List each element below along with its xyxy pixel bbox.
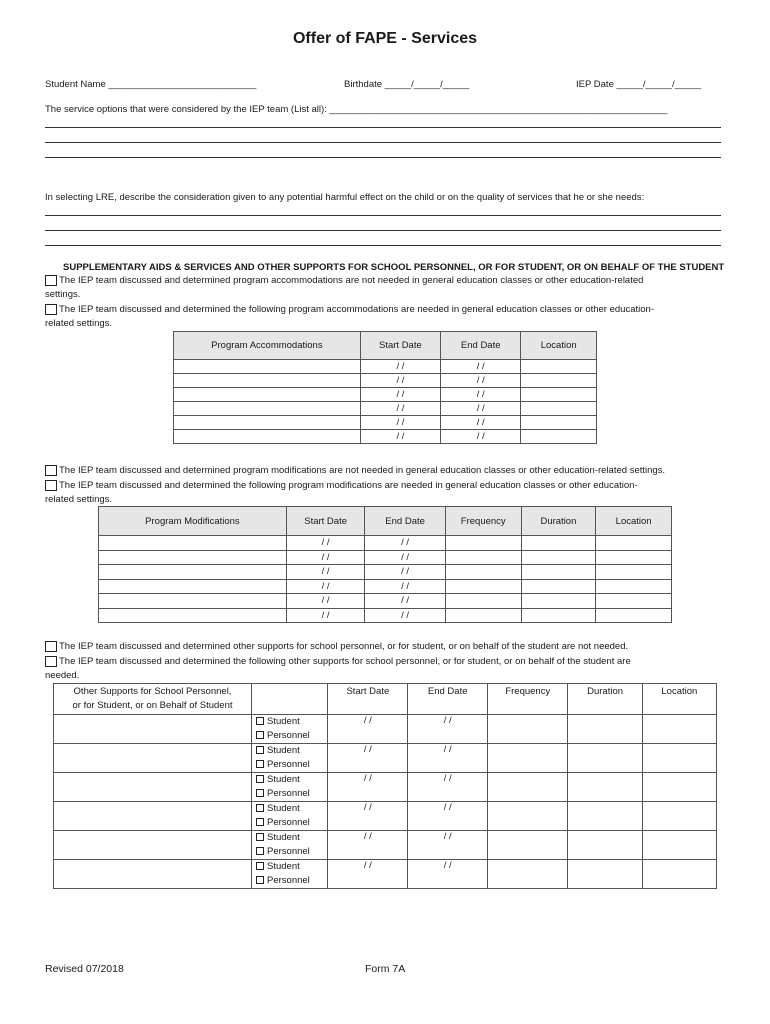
location-cell[interactable]	[521, 360, 597, 374]
frequency-cell[interactable]	[445, 579, 521, 594]
col-frequency: Frequency	[488, 684, 568, 715]
accommodation-cell[interactable]	[174, 388, 361, 402]
table-row	[99, 594, 672, 609]
duration-cell[interactable]	[521, 536, 596, 551]
table-row	[54, 715, 717, 744]
student-checkbox[interactable]	[256, 833, 264, 841]
table-row	[54, 744, 717, 773]
form-number: Form 7A	[365, 963, 406, 975]
end-date-cell[interactable]: / /	[365, 565, 445, 580]
student-checkbox[interactable]	[256, 862, 264, 870]
end-date-cell[interactable]: / /	[365, 579, 445, 594]
end-date-cell[interactable]: / /	[365, 608, 445, 623]
location-cell[interactable]	[521, 374, 597, 388]
table-header-row	[54, 684, 717, 715]
accommodation-cell[interactable]	[174, 374, 361, 388]
service-options-line-1[interactable]	[45, 127, 721, 128]
option-text: The IEP team discussed and determined program accommodations are not needed in general education classes or other education-related	[59, 275, 644, 286]
end-date-cell[interactable]: / /	[408, 802, 488, 831]
recipient-cell	[252, 831, 328, 860]
student-label: Student	[267, 774, 300, 785]
end-date-cell[interactable]: / /	[408, 744, 488, 773]
col-location: Location	[642, 684, 716, 715]
start-date-cell[interactable]: / /	[360, 360, 440, 374]
end-date-cell[interactable]: / /	[441, 388, 521, 402]
col-other-supports	[54, 684, 252, 715]
student-label: Student	[267, 745, 300, 756]
personnel-checkbox[interactable]	[256, 789, 264, 797]
frequency-cell[interactable]	[445, 536, 521, 551]
start-date-cell[interactable]: / /	[360, 416, 440, 430]
option-text: The IEP team discussed and determined the following other supports for school personnel, or for student, or on behalf of the student are	[59, 656, 631, 667]
location-cell[interactable]	[521, 402, 597, 416]
duration-cell[interactable]	[521, 594, 596, 609]
table-row	[174, 416, 597, 430]
frequency-cell[interactable]	[445, 594, 521, 609]
duration-cell[interactable]	[568, 860, 642, 889]
end-date-cell[interactable]: / /	[365, 536, 445, 551]
start-date-cell[interactable]: / /	[286, 594, 365, 609]
page-title: Offer of FAPE - Services	[292, 30, 478, 47]
table-row	[99, 550, 672, 565]
modification-cell[interactable]	[99, 579, 287, 594]
option-text: The IEP team discussed and determined other supports for school personnel, or for student, or on behalf of the student are not needed.	[59, 641, 629, 652]
option-text-cont: settings.	[45, 289, 81, 300]
duration-cell[interactable]	[521, 565, 596, 580]
lre-line-2[interactable]	[45, 230, 721, 231]
birthdate-field[interactable]: Birthdate _____/_____/_____	[344, 79, 470, 90]
modification-cell[interactable]	[99, 565, 287, 580]
col-start-date: Start Date	[286, 507, 365, 536]
student-checkbox[interactable]	[256, 775, 264, 783]
duration-cell[interactable]	[521, 579, 596, 594]
frequency-cell[interactable]	[488, 860, 568, 889]
location-cell[interactable]	[521, 388, 597, 402]
location-cell[interactable]	[596, 565, 672, 580]
support-cell[interactable]	[54, 860, 252, 889]
accommodation-cell[interactable]	[174, 402, 361, 416]
start-date-cell[interactable]: / /	[360, 402, 440, 416]
personnel-checkbox[interactable]	[256, 847, 264, 855]
end-date-cell[interactable]: / /	[441, 374, 521, 388]
col-location: Location	[521, 332, 597, 360]
end-date-cell[interactable]: / /	[441, 402, 521, 416]
duration-cell[interactable]	[568, 802, 642, 831]
header-line-1: Other Supports for School Personnel,	[73, 686, 232, 697]
frequency-cell[interactable]	[445, 565, 521, 580]
col-end-date: End Date	[408, 684, 488, 715]
student-checkbox[interactable]	[256, 746, 264, 754]
table-row	[174, 402, 597, 416]
location-cell[interactable]	[596, 550, 672, 565]
lre-line-3[interactable]	[45, 245, 721, 246]
col-recipient	[252, 684, 328, 715]
modification-cell[interactable]	[99, 608, 287, 623]
start-date-cell[interactable]: / /	[286, 608, 365, 623]
table-header-row	[174, 332, 597, 360]
option-text: The IEP team discussed and determined the following program accommodations are needed in general education classes or other education-	[59, 304, 654, 315]
option-text: The IEP team discussed and determined program modifications are not needed in general education classes or other education-related settings.	[59, 465, 666, 476]
personnel-label: Personnel	[267, 817, 310, 828]
accommodations-table	[173, 331, 597, 444]
recipient-cell	[252, 715, 328, 744]
duration-cell[interactable]	[568, 744, 642, 773]
personnel-label: Personnel	[267, 730, 310, 741]
student-checkbox[interactable]	[256, 717, 264, 725]
location-cell[interactable]	[521, 430, 597, 444]
modification-cell[interactable]	[99, 594, 287, 609]
col-program-accommodations: Program Accommodations	[174, 332, 361, 360]
checkbox[interactable]	[45, 480, 57, 491]
location-cell[interactable]	[596, 594, 672, 609]
recipient-cell	[252, 802, 328, 831]
supplementary-heading: SUPPLEMENTARY AIDS & SERVICES AND OTHER SUPPORTS FOR SCHOOL PERSONNEL, OR FOR STUDENT, OR ON BEHALF OF THE STUDENT	[63, 262, 725, 273]
option-text: The IEP team discussed and determined the following program modifications are needed in general education classes or other education-	[59, 480, 638, 491]
table-header-row	[99, 507, 672, 536]
personnel-label: Personnel	[267, 875, 310, 886]
start-date-cell[interactable]: / /	[328, 744, 408, 773]
start-date-cell[interactable]: / /	[328, 773, 408, 802]
table-row	[54, 860, 717, 889]
location-cell[interactable]	[642, 860, 716, 889]
end-date-cell[interactable]: / /	[408, 831, 488, 860]
option-text-cont: related settings.	[45, 318, 113, 329]
checkbox[interactable]	[45, 465, 57, 476]
recipient-cell	[252, 860, 328, 889]
start-date-cell[interactable]: / /	[286, 550, 365, 565]
option-text-cont: needed.	[45, 670, 80, 681]
mod-needed-option[interactable]	[45, 479, 745, 507]
start-date-cell[interactable]: / /	[328, 860, 408, 889]
duration-cell[interactable]	[521, 608, 596, 623]
support-cell[interactable]	[54, 715, 252, 744]
service-options-label: The service options that were considered by the IEP team (List all): ________________________________________________________________	[45, 104, 668, 115]
frequency-cell[interactable]	[445, 608, 521, 623]
end-date-cell[interactable]: / /	[408, 715, 488, 744]
revised-date: Revised 07/2018	[45, 963, 124, 975]
end-date-cell[interactable]: / /	[408, 860, 488, 889]
frequency-cell[interactable]	[488, 744, 568, 773]
table-row	[99, 608, 672, 623]
location-cell[interactable]	[642, 802, 716, 831]
acc-needed-option[interactable]	[45, 303, 735, 331]
start-date-cell[interactable]: / /	[328, 715, 408, 744]
mod-not-needed-option[interactable]	[45, 464, 745, 478]
student-label: Student	[267, 803, 300, 814]
frequency-cell[interactable]	[488, 773, 568, 802]
location-cell[interactable]	[642, 744, 716, 773]
modifications-table	[98, 506, 672, 623]
service-options-line-2[interactable]	[45, 142, 721, 143]
header-line-2: or for Student, or on Behalf of Student	[72, 700, 233, 711]
recipient-cell	[252, 744, 328, 773]
service-options-line-3[interactable]	[45, 157, 721, 158]
table-row	[54, 831, 717, 860]
start-date-cell[interactable]: / /	[286, 536, 365, 551]
table-row	[54, 802, 717, 831]
start-date-cell[interactable]: / /	[360, 388, 440, 402]
table-row	[174, 374, 597, 388]
start-date-cell[interactable]: / /	[328, 831, 408, 860]
location-cell[interactable]	[521, 416, 597, 430]
support-cell[interactable]	[54, 802, 252, 831]
student-label: Student	[267, 861, 300, 872]
location-cell[interactable]	[596, 608, 672, 623]
support-cell[interactable]	[54, 831, 252, 860]
col-start-date: Start Date	[360, 332, 440, 360]
student-label: Student	[267, 716, 300, 727]
col-end-date: End Date	[365, 507, 445, 536]
frequency-cell[interactable]	[488, 802, 568, 831]
end-date-cell[interactable]: / /	[441, 430, 521, 444]
checkbox[interactable]	[45, 641, 57, 652]
table-row	[174, 360, 597, 374]
accommodation-cell[interactable]	[174, 416, 361, 430]
col-duration: Duration	[568, 684, 642, 715]
checkbox[interactable]	[45, 656, 57, 667]
personnel-checkbox[interactable]	[256, 876, 264, 884]
location-cell[interactable]	[642, 715, 716, 744]
modification-cell[interactable]	[99, 536, 287, 551]
iep-date-field[interactable]: IEP Date _____/_____/_____	[576, 79, 702, 90]
other-supports-table	[53, 683, 717, 889]
frequency-cell[interactable]	[488, 831, 568, 860]
table-row	[174, 430, 597, 444]
location-cell[interactable]	[596, 536, 672, 551]
lre-label: In selecting LRE, describe the consideration given to any potential harmful effect on the child or on the quality of services that he or she needs:	[45, 192, 645, 203]
frequency-cell[interactable]	[445, 550, 521, 565]
end-date-cell[interactable]: / /	[408, 773, 488, 802]
col-location: Location	[596, 507, 672, 536]
col-program-modifications: Program Modifications	[99, 507, 287, 536]
frequency-cell[interactable]	[488, 715, 568, 744]
accommodation-cell[interactable]	[174, 360, 361, 374]
col-duration: Duration	[521, 507, 596, 536]
student-name-field[interactable]: Student Name ____________________________	[45, 79, 257, 90]
start-date-cell[interactable]: / /	[286, 565, 365, 580]
end-date-cell[interactable]: / /	[365, 550, 445, 565]
duration-cell[interactable]	[568, 773, 642, 802]
table-row	[54, 773, 717, 802]
checkbox[interactable]	[45, 275, 57, 286]
table-row	[174, 388, 597, 402]
col-frequency: Frequency	[445, 507, 521, 536]
other-not-needed-option[interactable]	[45, 640, 745, 654]
lre-line-1[interactable]	[45, 215, 721, 216]
end-date-cell[interactable]: / /	[441, 416, 521, 430]
start-date-cell[interactable]: / /	[328, 802, 408, 831]
option-text-cont: related settings.	[45, 494, 113, 505]
personnel-label: Personnel	[267, 846, 310, 857]
location-cell[interactable]	[642, 831, 716, 860]
start-date-cell[interactable]: / /	[286, 579, 365, 594]
duration-cell[interactable]	[521, 550, 596, 565]
student-checkbox[interactable]	[256, 804, 264, 812]
start-date-cell[interactable]: / /	[360, 374, 440, 388]
table-row	[99, 536, 672, 551]
end-date-cell[interactable]: / /	[441, 360, 521, 374]
duration-cell[interactable]	[568, 831, 642, 860]
other-needed-option[interactable]	[45, 655, 745, 683]
support-cell[interactable]	[54, 773, 252, 802]
accommodation-cell[interactable]	[174, 430, 361, 444]
location-cell[interactable]	[642, 773, 716, 802]
recipient-cell	[252, 773, 328, 802]
personnel-checkbox[interactable]	[256, 818, 264, 826]
personnel-checkbox[interactable]	[256, 760, 264, 768]
modification-cell[interactable]	[99, 550, 287, 565]
support-cell[interactable]	[54, 744, 252, 773]
personnel-label: Personnel	[267, 759, 310, 770]
start-date-cell[interactable]: / /	[360, 430, 440, 444]
table-row	[99, 579, 672, 594]
duration-cell[interactable]	[568, 715, 642, 744]
personnel-label: Personnel	[267, 788, 310, 799]
end-date-cell[interactable]: / /	[365, 594, 445, 609]
checkbox[interactable]	[45, 304, 57, 315]
acc-not-needed-option[interactable]	[45, 274, 735, 302]
col-end-date: End Date	[441, 332, 521, 360]
table-row	[99, 565, 672, 580]
col-start-date: Start Date	[328, 684, 408, 715]
student-label: Student	[267, 832, 300, 843]
personnel-checkbox[interactable]	[256, 731, 264, 739]
location-cell[interactable]	[596, 579, 672, 594]
